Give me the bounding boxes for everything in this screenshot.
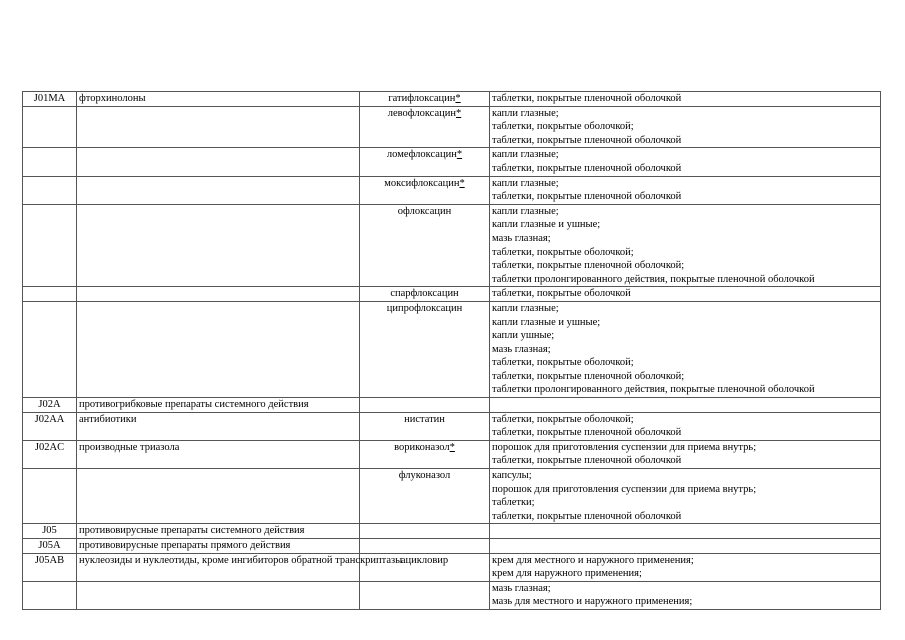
dosage-forms-cell — [490, 301, 881, 397]
drug-name: спарфлоксацин — [390, 288, 459, 300]
footnote-asterisk: * — [455, 93, 461, 104]
dosage-forms-cell — [490, 581, 881, 609]
drug-name-cell — [360, 524, 490, 539]
dosage-forms-cell — [490, 553, 881, 581]
dosage-forms-cell — [490, 539, 881, 554]
table-row — [23, 148, 881, 176]
atc-code-cell — [23, 176, 77, 204]
pharmacological-group-cell — [77, 106, 360, 148]
dosage-forms-cell — [490, 412, 881, 440]
dosage-form-item: таблетки, покрытые пленочной оболочкой; — [492, 260, 685, 272]
table-row — [23, 92, 881, 107]
pharmacological-group-cell — [77, 287, 360, 302]
pharmacological-group-cell: противовирусные препараты системного действия — [77, 524, 360, 539]
atc-code-cell — [23, 204, 77, 287]
pharmacological-group-cell — [77, 301, 360, 397]
drug-name-cell — [360, 204, 490, 287]
drug-list-table — [22, 91, 881, 610]
drug-name-cell — [360, 176, 490, 204]
drug-name-cell — [360, 148, 490, 176]
pharmacological-group-cell — [77, 469, 360, 524]
dosage-form-item: таблетки пролонгированного действия, покрытые пленочной оболочкой — [492, 384, 815, 396]
table-row — [23, 204, 881, 287]
dosage-form-item: таблетки, покрытые оболочкой; — [492, 121, 634, 133]
drug-name-cell — [360, 106, 490, 148]
dosage-form-item: таблетки, покрытые пленочной оболочкой — [492, 510, 682, 522]
drug-name-cell — [360, 440, 490, 468]
dosage-form-item: таблетки, покрытые пленочной оболочкой; — [492, 370, 685, 382]
drug-name: вориконазол — [394, 441, 450, 453]
atc-code-cell: J05 — [23, 524, 77, 539]
dosage-form-item: мазь для местного и наружного применения; — [492, 596, 693, 608]
dosage-forms-cell — [490, 524, 881, 539]
atc-code-cell: J02AA — [23, 412, 77, 440]
drug-name-cell — [360, 398, 490, 413]
dosage-form-item: таблетки, покрытые оболочкой — [492, 288, 631, 300]
drug-name-cell — [360, 469, 490, 524]
pharmacological-group-cell — [77, 581, 360, 609]
dosage-form-item: таблетки; — [492, 497, 535, 509]
drug-name: флуконазол — [398, 470, 451, 482]
dosage-form-item: таблетки, покрытые пленочной оболочкой — [492, 134, 682, 146]
table-row — [23, 581, 881, 609]
atc-code-cell — [23, 469, 77, 524]
drug-name: офлоксацин — [397, 205, 452, 217]
drug-name: ципрофлоксацин — [386, 302, 463, 314]
dosage-form-item: крем для наружного применения; — [492, 568, 642, 580]
pharmacological-group-cell: противовирусные препараты прямого действия — [77, 539, 360, 554]
table-row — [23, 106, 881, 148]
table-row — [23, 412, 881, 440]
table-row — [23, 469, 881, 524]
dosage-form-item: таблетки пролонгированного действия, покрытые пленочной оболочкой — [492, 273, 815, 285]
dosage-form-item: таблетки, покрытые оболочкой; — [492, 413, 634, 425]
footnote-asterisk: * — [449, 441, 455, 453]
atc-code-cell: J02A — [23, 398, 77, 413]
drug-name: нистатин — [404, 413, 445, 425]
dosage-forms-cell — [490, 204, 881, 287]
dosage-form-item: капли глазные; — [492, 107, 559, 119]
table-row — [23, 539, 881, 554]
dosage-form-item: капсулы; — [492, 470, 532, 482]
pharmacological-group-cell — [77, 176, 360, 204]
dosage-form-item: порошок для приготовления суспензии для приема внутрь; — [492, 441, 757, 453]
pharmacological-group-cell: противогрибковые препараты системного действия — [77, 398, 360, 413]
footnote-asterisk: * — [455, 107, 462, 119]
dosage-form-item: таблетки, покрытые оболочкой; — [492, 246, 634, 258]
table-row — [23, 176, 881, 204]
dosage-form-item: капли глазные и ушные; — [492, 219, 601, 231]
dosage-form-item: капли глазные; — [492, 149, 559, 161]
dosage-forms-cell — [490, 398, 881, 413]
dosage-form-item: капли глазные; — [492, 302, 559, 314]
table-row — [23, 398, 881, 413]
pharmacological-group-cell: производные триазола — [77, 440, 360, 468]
atc-code-cell — [23, 287, 77, 302]
table-row — [23, 553, 881, 581]
dosage-form-item: таблетки, покрытые оболочкой; — [492, 357, 634, 369]
pharmacological-group-cell — [77, 204, 360, 287]
dosage-form-item: таблетки, покрытые пленочной оболочкой — [492, 93, 682, 104]
drug-name: ацикловир — [400, 554, 449, 566]
drug-name: гатифлоксацин — [388, 93, 456, 104]
atc-code-cell — [23, 148, 77, 176]
drug-name: моксифлоксацин — [384, 177, 460, 189]
drug-list-body — [23, 92, 881, 610]
dosage-form-item: таблетки, покрытые пленочной оболочкой — [492, 455, 682, 467]
drug-name: левофлоксацин — [387, 107, 456, 119]
atc-code-cell: J05AB — [23, 553, 77, 581]
dosage-form-item: капли глазные; — [492, 177, 559, 189]
dosage-forms-cell — [490, 92, 881, 107]
dosage-form-item: крем для местного и наружного применения; — [492, 554, 694, 566]
table-row — [23, 440, 881, 468]
dosage-form-item: мазь глазная; — [492, 232, 551, 244]
dosage-forms-cell — [490, 287, 881, 302]
drug-name-cell — [360, 539, 490, 554]
table-row — [23, 524, 881, 539]
dosage-form-item — [492, 524, 878, 538]
dosage-forms-cell — [490, 106, 881, 148]
pharmacological-group-cell: антибиотики — [77, 412, 360, 440]
dosage-form-item — [492, 398, 878, 412]
footnote-asterisk: * — [459, 177, 465, 189]
dosage-form-item: капли глазные; — [492, 205, 559, 217]
atc-code-cell — [23, 581, 77, 609]
pharmacological-group-cell: фторхинолоны — [77, 92, 360, 107]
atc-code-cell — [23, 106, 77, 148]
atc-code-cell — [23, 301, 77, 397]
atc-code-cell: J05A — [23, 539, 77, 554]
atc-code-cell: J02AC — [23, 440, 77, 468]
atc-code-cell: J01MA — [23, 92, 77, 107]
footnote-asterisk: * — [456, 149, 463, 161]
dosage-form-item: таблетки, покрытые пленочной оболочкой — [492, 162, 682, 174]
drug-name-cell — [360, 301, 490, 397]
dosage-form-item: таблетки, покрытые пленочной оболочкой — [492, 427, 682, 439]
table-row — [23, 301, 881, 397]
dosage-forms-cell — [490, 440, 881, 468]
pharmacological-group-cell: нуклеозиды и нуклеотиды, кроме ингибиторов обратной транскриптазы — [77, 553, 360, 581]
drug-name: ломефлоксацин — [386, 149, 457, 161]
drug-name-cell — [360, 287, 490, 302]
drug-name-cell — [360, 581, 490, 609]
dosage-form-item: таблетки, покрытые пленочной оболочкой — [492, 191, 682, 203]
drug-name-cell — [360, 412, 490, 440]
dosage-form-item — [492, 539, 878, 553]
dosage-form-item: капли ушные; — [492, 330, 555, 342]
dosage-form-item: капли глазные и ушные; — [492, 316, 601, 328]
dosage-form-item: мазь глазная; — [492, 582, 551, 594]
dosage-form-item: порошок для приготовления суспензии для приема внутрь; — [492, 483, 757, 495]
drug-name-cell — [360, 92, 490, 107]
dosage-forms-cell — [490, 176, 881, 204]
dosage-forms-cell — [490, 148, 881, 176]
pharmacological-group-cell — [77, 148, 360, 176]
dosage-form-item: мазь глазная; — [492, 343, 551, 355]
table-row — [23, 287, 881, 302]
dosage-forms-cell — [490, 469, 881, 524]
